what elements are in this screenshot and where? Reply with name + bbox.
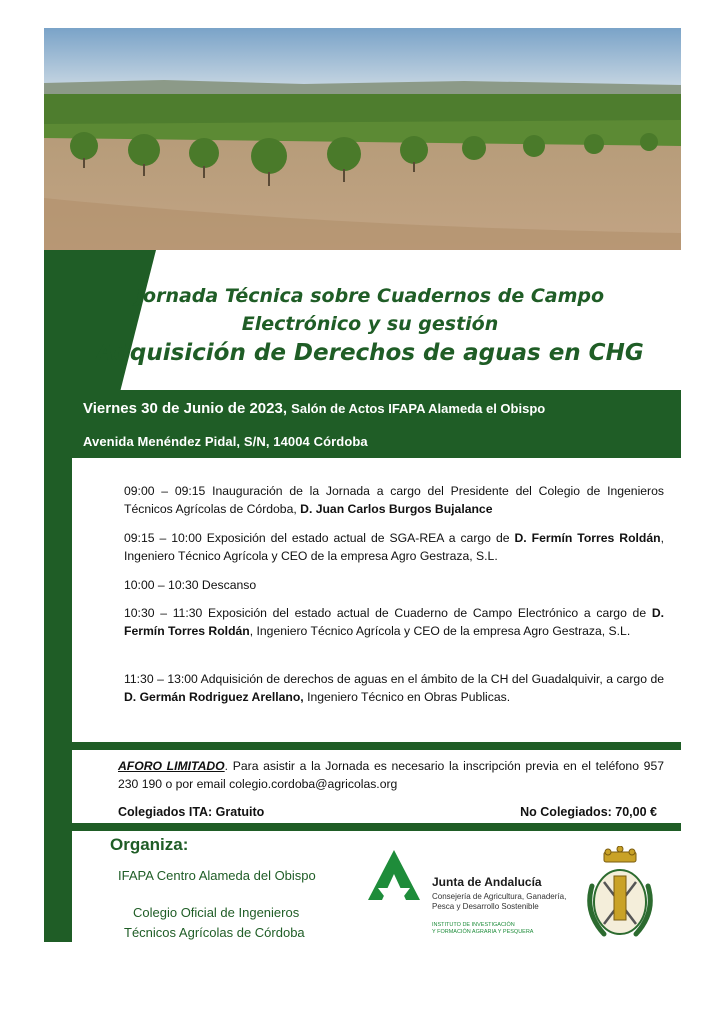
junta-name: Junta de Andalucía [432,875,542,889]
title-line-3: Adquisición de Derechos de aguas en CHG [96,340,644,366]
fee-non-members: No Colegiados: 70,00 € [520,805,657,819]
limited-capacity-label: AFORO LIMITADO [118,759,225,773]
junta-department: Consejería de Agricultura, Ganadería, Pesca y Desarrollo Sostenible [432,892,567,911]
title-line-2: Electrónico y su gestión [241,313,499,335]
event-info-band [72,390,681,458]
event-date-venue [83,400,545,417]
event-venue: Salón de Actos IFAPA Alameda el Obispo [291,401,546,416]
divider [72,823,681,831]
event-date: Viernes 30 de Junio de 2023, [83,400,287,417]
organizers-heading: Organiza: [110,835,189,854]
program-item: 09:00 – 09:15 Inauguración de la Jornada a cargo del Presidente del Colegio de Ingenieros Técnicos Agrícolas de Córdoba, D. Juan Carlos Burgos Bujalance [124,484,664,516]
program-item: 11:30 – 13:00 Adquisición de derechos de aguas en el ámbito de la CH del Guadalquivir, a cargo de D. Germán Rodriguez Arellano, Ingeniero Técnico en Obras Publicas. [124,672,664,704]
organizer-colegio-line-1: Colegio Oficial de Ingenieros [133,905,300,920]
registration-notice [118,757,664,793]
fee-members: Colegiados ITA: Gratuito [118,805,265,819]
organizer-colegio-line-2: Técnicos Agrícolas de Córdoba [124,925,305,940]
event-address: Avenida Menéndez Pidal, S/N, 14004 Córdoba [83,434,368,449]
junta-institute: INSTITUTO DE INVESTIGACIÓN Y FORMACIÓN AGRARIA Y PESQUERA [432,922,534,935]
program-item: 10:30 – 11:30 Exposición del estado actual de Cuaderno de Campo Electrónico a cargo de D. Fermín Torres Roldán, Ingeniero Técnico Agrícola y CEO de la empresa Agro Gestraza, S.L. [124,606,664,638]
junta-andalucia-logo-icon [364,848,424,904]
program-item: 10:00 – 10:30 Descanso [124,578,257,592]
title-line-1: Jornada Técnica sobre Cuadernos de Campo [135,285,605,307]
program-item: 09:15 – 10:00 Exposición del estado actual de SGA-REA a cargo de D. Fermín Torres Roldán, Ingeniero Técnico Agrícola y CEO de la empresa Agro Gestraza, S.L. [124,531,664,563]
divider [72,742,681,750]
registration-text: . Para asistir a la Jornada es necesario la inscripción previa en el teléfono 957 230 190 o por email colegio.cordoba@agricolas.org [118,759,664,791]
organizer-ifapa: IFAPA Centro Alameda del Obispo [118,868,316,883]
orchard-photo [44,28,681,250]
colegio-crest-logo-icon [574,846,666,942]
